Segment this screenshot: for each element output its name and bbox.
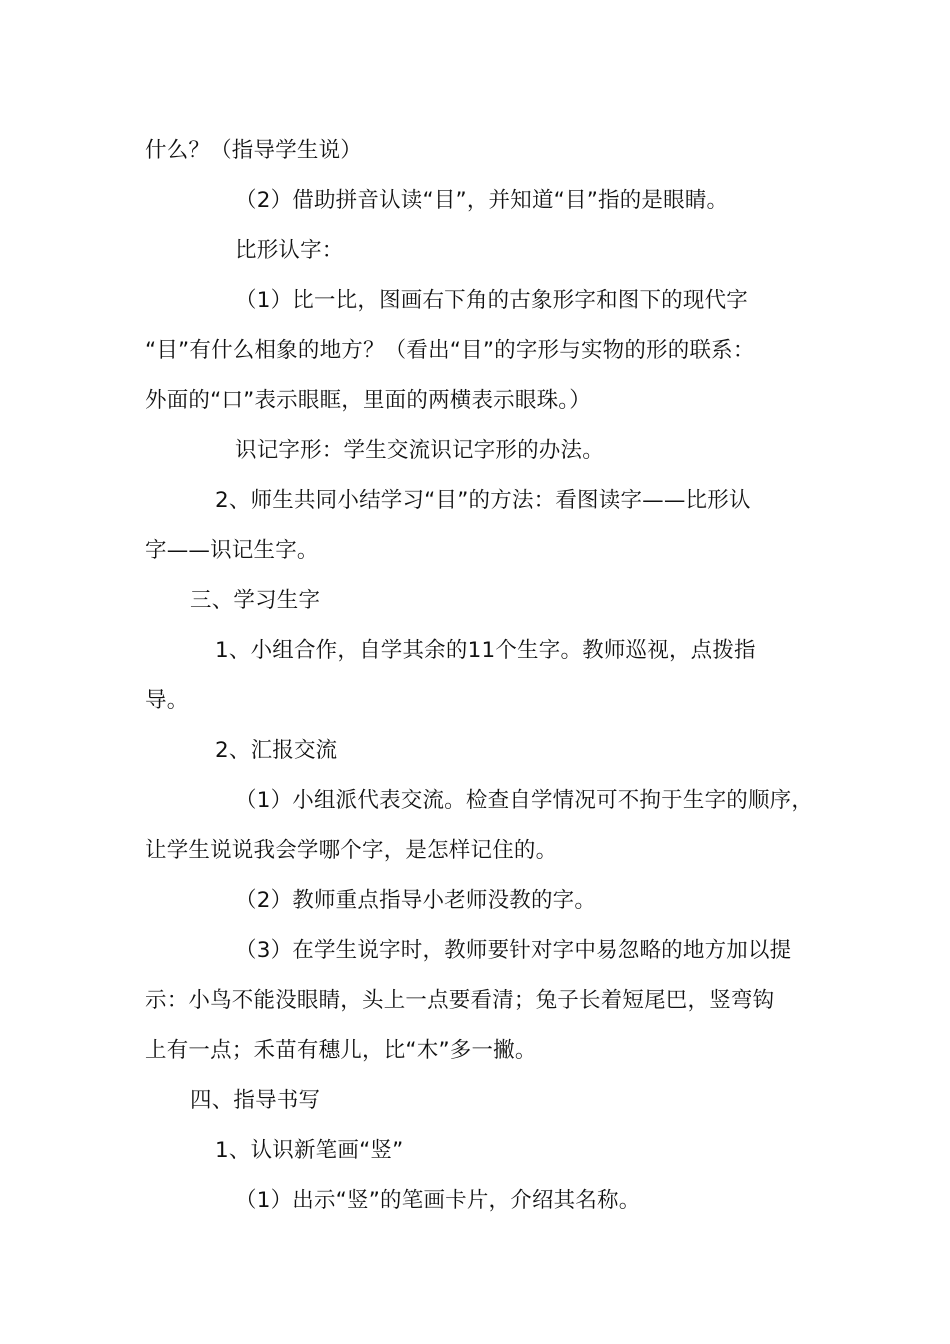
text-line-22: （1）出示“竖”的笔画卡片，介绍其名称。 [235,1188,641,1213]
text-line-8: 2、师生共同小结学习“目”的方法：看图读字——比形认 [215,488,751,513]
text-line-12: 导。 [145,688,189,713]
text-line-7: 识记字形：学生交流识记字形的办法。 [235,438,604,463]
text-line-3: 比形认字： [235,238,344,263]
text-line-11: 1、小组合作，自学其余的11个生字。教师巡视，点拨指 [215,638,756,663]
section-heading-3: 三、学习生字 [190,588,321,613]
text-line-15: 让学生说说我会学哪个字，是怎样记住的。 [145,838,558,863]
text-line-13: 2、汇报交流 [215,738,338,763]
text-line-4: （1）比一比，图画右下角的古象形字和图下的现代字 [235,288,748,313]
text-line-5: “目”有什么相象的地方？（看出“目”的字形与实物的形的联系： [145,338,755,363]
text-line-19: 上有一点；禾苗有穗儿，比“木”多一撇。 [145,1038,537,1063]
text-line-21: 1、认识新笔画“竖” [215,1138,404,1163]
text-line-1: 什么？（指导学生说） [145,138,363,163]
text-line-2: （2）借助拼音认读“目”，并知道“目”指的是眼睛。 [235,188,729,213]
section-heading-4: 四、指导书写 [190,1088,321,1113]
text-line-16: （2）教师重点指导小老师没教的字。 [235,888,597,913]
text-line-18: 示：小鸟不能没眼睛，头上一点要看清；兔子长着短尾巴，竖弯钩 [145,988,775,1013]
text-line-6: 外面的“口”表示眼眶，里面的两横表示眼珠。） [145,388,591,413]
text-line-14: （1）小组派代表交流。检查自学情况可不拘于生字的顺序， [235,788,814,813]
text-line-17: （3）在学生说字时，教师要针对字中易忽略的地方加以提 [235,938,792,963]
text-line-9: 字——识记生字。 [145,538,319,563]
